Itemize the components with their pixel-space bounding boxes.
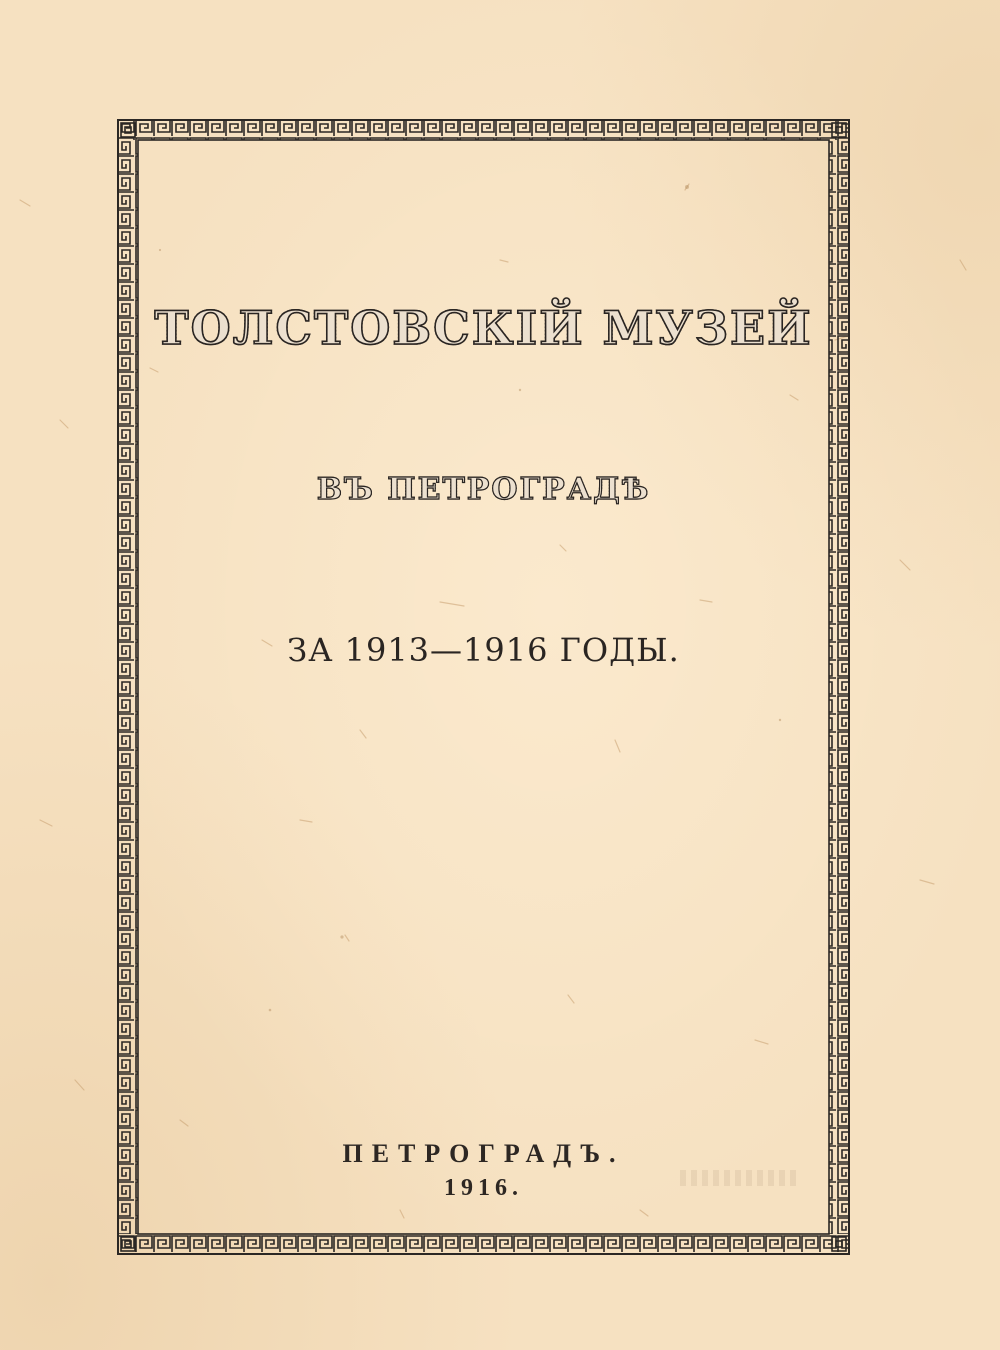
greek-key-border <box>117 119 850 1255</box>
title-main: ТОЛСТОВСКІЙ МУЗЕЙ <box>117 300 850 356</box>
imprint-place: ПЕТРОГРАДЪ. <box>342 1139 625 1168</box>
imprint-year: 1916. <box>444 1175 523 1201</box>
title-period: ЗА 1913—1916 ГОДЫ. <box>287 631 680 669</box>
title-subtitle: ВЪ ПЕТРОГРАДѢ <box>117 470 850 510</box>
